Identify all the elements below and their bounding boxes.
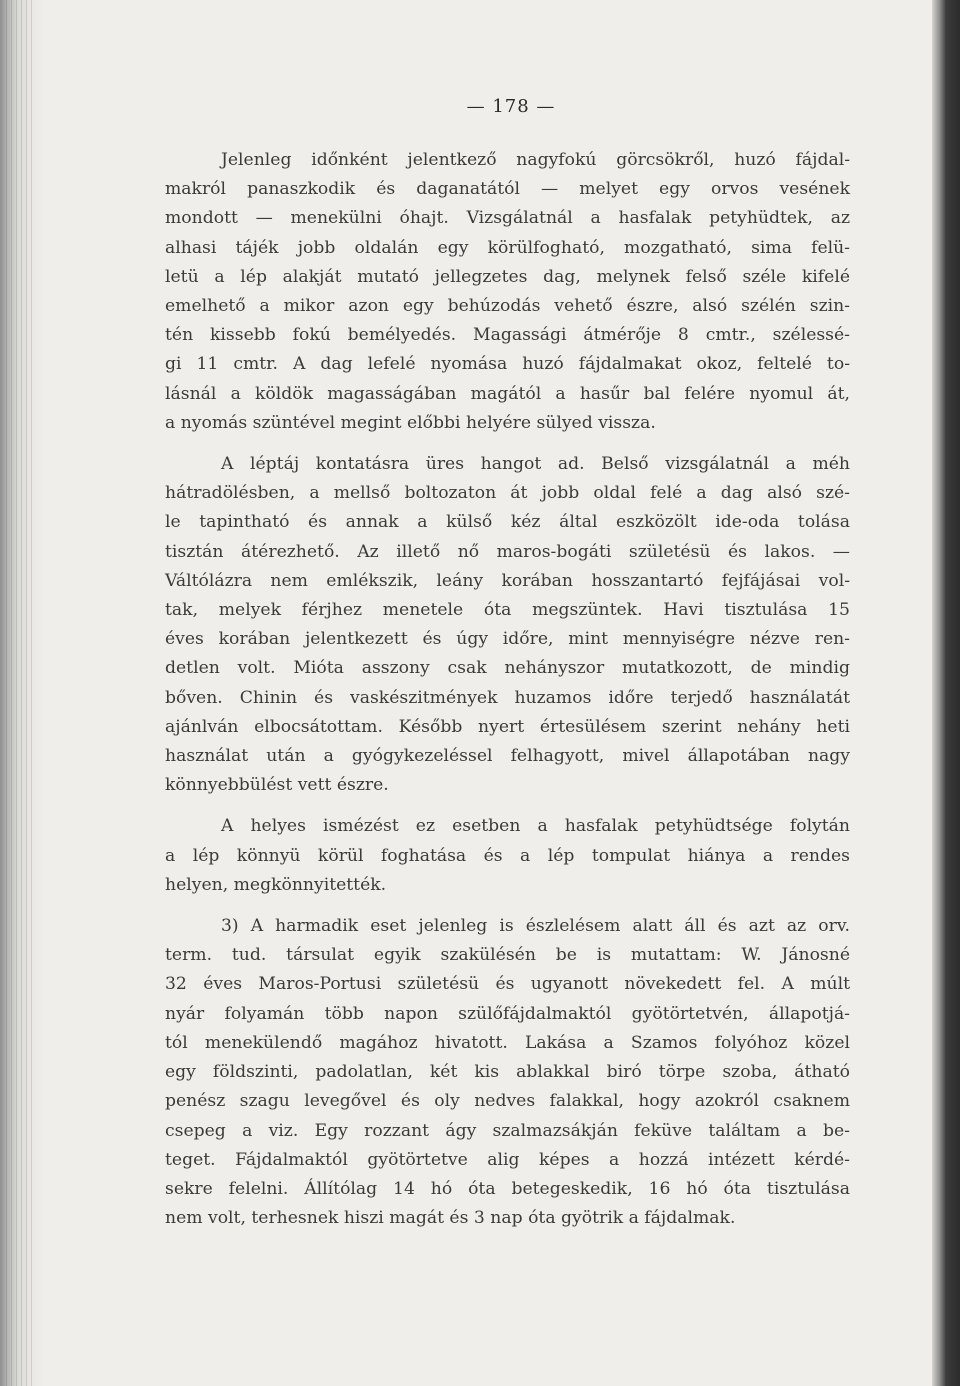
text-line: helyen, megkönnyitették. <box>165 874 387 895</box>
page-number: — 178 — <box>466 96 556 117</box>
paragraph <box>165 450 850 800</box>
text-line: emelhető a mikor azon egy behúzodás vehető észre, alsó szélén szin- <box>165 296 850 317</box>
paragraph <box>165 912 850 1233</box>
binding-texture <box>6 0 36 1386</box>
text-line: detlen volt. Mióta asszony csak nehányszor mutatkozott, de mindig <box>165 658 850 679</box>
text-line: A léptáj kontatásra üres hangot ad. Belső vizsgálatnál a méh <box>221 454 850 475</box>
text-line: tak, melyek férjhez menetele óta megszüntek. Havi tisztulása 15 <box>165 600 850 621</box>
text-line: nyár folyamán több napon szülőfájdalmaktól gyötörtetvén, állapotjá- <box>165 1003 850 1024</box>
text-line: egy földszinti, padolatlan, két kis ablakkal biró törpe szoba, átható <box>165 1062 850 1083</box>
text-line: term. tud. társulat egyik szakülésén be is mutattam: W. Jánosné <box>165 945 850 966</box>
text-line: teget. Fájdalmaktól gyötörtetve alig képes a hozzá intézett kérdé- <box>165 1149 850 1170</box>
text-line: nem volt, terhesnek hiszi magát és 3 nap óta gyötrik a fájdalmak. <box>165 1208 736 1229</box>
paragraph-gap <box>165 438 850 450</box>
text-line: csepeg a viz. Egy rozzant ágy szalmazsákján feküve találtam a be- <box>165 1120 850 1141</box>
text-line: Jelenleg időnként jelentkező nagyfokú görcsökről, huzó fájdal- <box>221 150 850 170</box>
text-line: használat után a gyógykezeléssel felhagyott, mivel állapotában nagy <box>165 746 850 767</box>
text-line: penész szagu levegővel és oly nedves falakkal, hogy azokról csaknem <box>165 1091 850 1112</box>
text-line: le tapintható és annak a külső kéz által eszközölt ide-oda tolása <box>165 512 850 533</box>
text-line: mondott — menekülni óhajt. Vizsgálatnál a hasfalak petyhüdtek, az <box>165 208 850 229</box>
page-number-header <box>0 96 960 117</box>
text-line: tisztán átérezhető. Az illető nő maros-bogáti születésü és lakos. — <box>165 541 850 562</box>
text-line: hátradölésben, a mellső boltozaton át jobb oldal felé a dag alsó szé- <box>165 483 850 504</box>
text-line: a nyomás szüntével megint előbbi helyére sülyed vissza. <box>165 412 656 433</box>
text-line: tól menekülendő magához hivatott. Lakása a Szamos folyóhoz közel <box>165 1032 850 1053</box>
text-line: bőven. Chinin és vaskészitmények huzamos időre terjedő használatát <box>165 687 850 708</box>
text-line: éves korában jelentkezett és úgy időre, mint mennyiségre nézve ren- <box>165 629 850 650</box>
paragraph <box>165 812 850 900</box>
text-line: 3) A harmadik eset jelenleg is észlelésem alatt áll és azt az orv. <box>221 916 850 937</box>
body-text <box>165 146 850 1233</box>
book-binding-edge <box>0 0 44 1386</box>
text-line: A helyes ismézést ez esetben a hasfalak petyhüdtsége folytán <box>221 816 850 837</box>
text-line: lásnál a köldök magasságában magától a hasűr bal felére nyomul át, <box>165 383 850 404</box>
text-line: gi 11 cmtr. A dag lefelé nyomása huzó fájdalmakat okoz, feltelé to- <box>165 354 850 375</box>
text-line: alhasi tájék jobb oldalán egy körülfogható, mozgatható, sima felü- <box>165 237 850 258</box>
text-line: könnyebbülést vett észre. <box>165 775 389 796</box>
text-line: 32 éves Maros-Portusi születésü és ugyanott növekedett fel. A múlt <box>165 974 850 995</box>
text-line: ajánlván elbocsátottam. Később nyert értesülésem szerint nehány heti <box>165 716 850 737</box>
paragraph-gap <box>165 800 850 812</box>
text-line: makról panaszkodik és daganatától — melyet egy orvos vesének <box>165 179 850 200</box>
paragraph <box>165 146 850 438</box>
paragraph-gap <box>165 900 850 912</box>
text-line: a lép könnyü körül foghatása és a lép tompulat hiánya a rendes <box>165 845 850 866</box>
text-line: letü a lép alakját mutató jellegzetes dag, melynek felső széle kifelé <box>165 266 850 287</box>
page-right-shadow <box>932 0 960 1386</box>
text-line: sekre felelni. Állítólag 14 hó óta betegeskedik, 16 hó óta tisztulása <box>165 1178 850 1199</box>
text-line: tén kissebb fokú bemélyedés. Magassági átmérője 8 cmtr., szélessé- <box>165 325 850 346</box>
text-line: Váltólázra nem emlékszik, leány korában hosszantartó fejfájásai vol- <box>165 570 850 591</box>
